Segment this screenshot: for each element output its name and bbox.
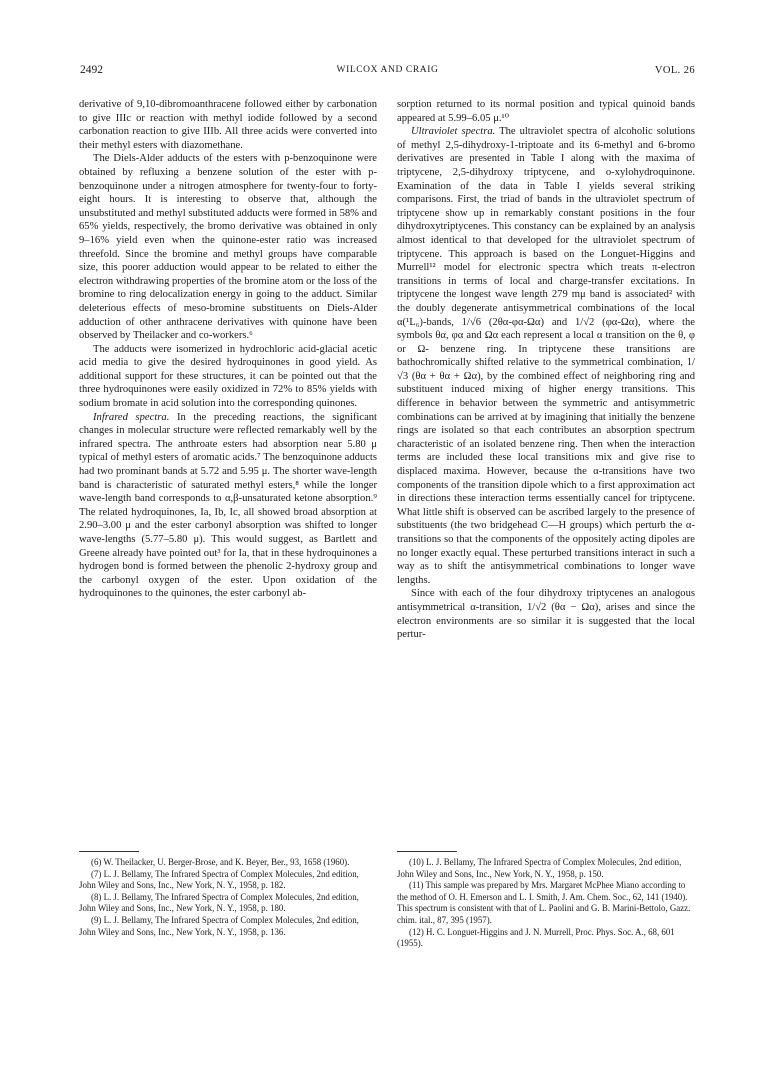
footnote: (9) L. J. Bellamy, The Infrared Spectra of Complex Molecules, 2nd edition, John Wiley and Sons, Inc., New York, N. Y., 1958, p. 136. (79, 914, 359, 937)
left-column (79, 98, 377, 844)
paragraph: The adducts were isomerized in hydrochloric acid-glacial acetic acid media to give the desired hydroquinones in good yield. As additional support for these structures, it can be pointed out that the three hydroquinones were easily oxidized in 72% to 85% yields with sodium bromate in acid solution into the corresponding quinones. (79, 343, 377, 410)
footnotes-left (79, 857, 377, 938)
paragraph-text: In the preceding reactions, the significant changes in molecular structure were reflected remarkably well by the infrared spectra. The anthroate esters had absorption near 5.80 μ typical of methyl esters of aromatic acids.⁷ The benzoquinone adducts had two prominant bands at 5.72 and 5.95 μ. The shorter wave-length band is characteristic of saturated methyl esters,⁸ while the longer wave-length band corresponds to α,β-unsaturated ketone absorption.⁹ The related hydroquinones, Ia, Ib, Ic, all showed broad absorption at 2.90–3.00 μ and the ester carbonyl absorption was shifted to longer wave-lengths (5.77–5.80 μ). This would suggest, as Bartlett and Greene already have pointed out³ for Ia, that in these hydroquinones a hydrogen bond is formed between the phenolic 2-hydroxy group and the carbonyl oxygen of the ester. Upon oxidation of the hydroquinones to the quinones, the ester carbonyl ab- (79, 411, 378, 600)
paragraph: The Diels-Alder adducts of the esters with p-benzoquinone were obtained by refluxing a benzene solution of the ester with p-benzoquinone under a nitrogen atmosphere for twenty-four to forty-eight hours. It is interesting to observe that, although the unsubstituted and methyl substituted adducts were formed in 58% and 65% yields, respectively, the bromo derivative was obtained in only 9–16% yield even when the quinone-ester ratio was increased threefold. Since the bromine and methyl groups have comparable size, this poorer adduction would appear to be related to either the electron withdrawing properties of the bromine atom or the loss of the bromine to ring delocalization energy in going to the adduct. Similar deleterious effects of meso-bromine substituents on Diels-Alder adduction of other anthracene derivatives with quinone have been observed by Theilacker and co-workers.⁶ (79, 153, 377, 342)
section-heading-infrared: Infrared spectra. (93, 411, 170, 423)
footnote: (8) L. J. Bellamy, The Infrared Spectra of Complex Molecules, 2nd edition, John Wiley and Sons, Inc., New York, N. Y., 1958, p. 180. (79, 891, 359, 914)
footnote: (6) W. Theilacker, U. Berger-Brose, and K. Beyer, Ber., 93, 1658 (1960). (91, 857, 350, 867)
running-title: WILCOX AND CRAIG (336, 65, 439, 75)
paragraph-ultraviolet (397, 125, 695, 587)
page-number: 2492 (80, 64, 103, 76)
volume-label: VOL. 26 (654, 65, 695, 76)
right-column (397, 98, 695, 844)
paragraph: Since with each of the four dihydroxy triptycenes an analogous antisymmetrical α-transition, 1/√2 (θα − Ωα), arises and since the electron environments are so similar it is suggested that the local pertur- (397, 588, 695, 641)
paragraph-text: The ultraviolet spectra of alcoholic solutions of methyl 2,5-dihydroxy-1-triptoate and its 6-methyl and 6-bromo derivatives are presented in Table I along with the maxima of triptycene, 2,5-dihydroxy triptycene, and o-xylohydroquinone. Examination of the data in Table I yields several striking comparisons. First, the triad of bands in the ultraviolet spectrum of triptycene show up in remarkably constant positions in the four dihydroxytriptycenes. This constancy can be explained by an analysis almost identical to that developed for the ultraviolet spectrum of triptycene. This approach is based on the Longuet-Higgins and Murrell¹² model for electronic spectra which treats π-electron transitions in terms of local and charge-transfer excitations. In triptycene the longest wave length 279 mμ band is associated² with the doubly degenerate antisymmetrical combinations of the local α(¹L₆)-bands, 1/√6 (2θα-φα-Ωα) and 1/√2 (φα-Ωα), where the symbols θα, φα and Ωα each represent a local α transition on the θ, φ or Ω- benzene ring. In triptycene these transitions are bathochromically shifted relative to the symmetrical combination, 1/√3 (θα + θα + Ωα), by the combined effect of neighboring ring and substituent induced mixing of higher energy transitions. This difference in behavior between the symmetric and antisymmetric combinations can be arrived at by imagining that initially the benzene rings are isolated so that each contributes an absorption spectrum characteristic of an isolated benzene ring. Then when the interaction terms are included these local transitions mix and give rise to displaced maxima. However, because the α-transitions have two components of the transition dipole which to a first approximation act in directions these interaction terms essentially cancel for triptycene. What little shift is observed can be ascribed largely to the presence of substituents (the two bridgehead C—H groups) which perturb the α-transitions so that the components of the oppositely acting dipoles are no longer exactly equal. These perturbed transitions interact in such a way as to shift the antisymmetrical combinations to longer wave lengths. (397, 126, 695, 586)
footnote-divider (397, 851, 457, 852)
section-heading-ultraviolet: Ultraviolet spectra. (411, 126, 496, 138)
footnote: (12) H. C. Longuet-Higgins and J. N. Murrell, Proc. Phys. Soc. A., 68, 601 (1955). (397, 926, 675, 949)
footnote-divider (79, 851, 139, 852)
footnote: (10) L. J. Bellamy, The Infrared Spectra of Complex Molecules, 2nd edition, John Wiley and Sons, Inc., New York, N. Y., 1958, p. 150. (397, 857, 682, 879)
paragraph: derivative of 9,10-dibromoanthracene followed either by carbonation to give IIIc or reaction with methyl iodide followed by a second carbonation reaction to give IIIb. All three acids were converted into their methyl esters with diazomethane. (79, 99, 377, 151)
page-header (80, 64, 695, 80)
footnote: (11) This sample was prepared by Mrs. Margaret McPhee Miano according to the method of O. H. Emerson and L. I. Smith, J. Am. Chem. Soc., 62, 141 (1940). This spectrum is consistent with that of L. Paolini and G. B. Marini-Bettolo, Gazz. chim. ital., 87, 395 (1957). (397, 880, 691, 925)
paragraph: sorption returned to its normal position and typical quinoid bands appeared at 5.99–6.05 μ.¹⁰ (397, 99, 695, 124)
footnote: (7) L. J. Bellamy, The Infrared Spectra of Complex Molecules, 2nd edition, John Wiley and Sons, Inc., New York, N. Y., 1958, p. 182. (79, 868, 359, 891)
paragraph-infrared (79, 411, 377, 601)
footnotes-right (397, 857, 695, 950)
